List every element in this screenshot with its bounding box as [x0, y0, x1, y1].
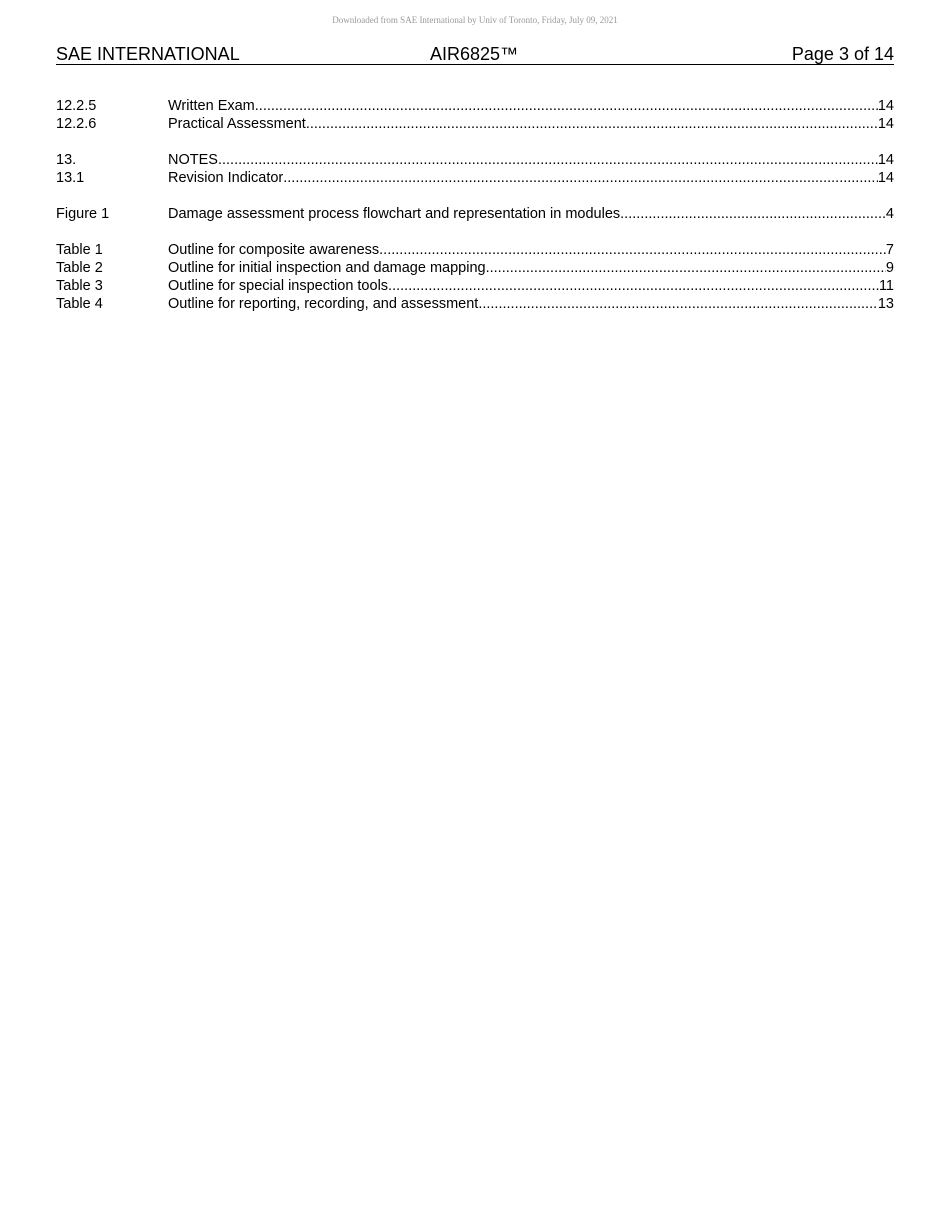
toc-entry-title: Outline for initial inspection and damage mapping: [168, 260, 486, 276]
toc-dot-leader: [306, 115, 878, 133]
page-header: [56, 44, 894, 65]
toc-entry-page: 14: [877, 98, 894, 114]
toc-dot-leader: [255, 97, 878, 115]
toc-figure-entry[interactable]: [56, 205, 894, 223]
toc-entry-title: Damage assessment process flowchart and representation in modules: [168, 206, 621, 222]
toc-entry-page: 7: [885, 242, 894, 258]
toc-entry-title: Outline for special inspection tools: [168, 278, 389, 294]
toc-entry-number: Table 4: [56, 296, 103, 312]
toc-entry[interactable]: [56, 151, 894, 169]
toc-entry[interactable]: [56, 115, 894, 133]
toc-entry-title: Outline for composite awareness: [168, 242, 380, 258]
toc-dot-leader: [283, 169, 878, 187]
toc-entry-number: 13.: [56, 152, 77, 168]
toc-entry[interactable]: [56, 169, 894, 187]
toc-dot-leader: [379, 241, 886, 259]
download-watermark: Downloaded from SAE International by Univ of Toronto, Friday, July 09, 2021: [332, 15, 618, 25]
toc-entry-title: Outline for reporting, recording, and assessment: [168, 296, 479, 312]
toc-entry-number: 13.1: [56, 170, 85, 186]
toc-entry-title: Practical Assessment: [168, 116, 306, 132]
toc-entry-number: 12.2.5: [56, 98, 97, 114]
header-page-label: Page 3 of 14: [791, 44, 894, 64]
toc-entry-title: Revision Indicator: [168, 170, 284, 186]
toc-entry[interactable]: [56, 97, 894, 115]
toc-dot-leader: [218, 151, 878, 169]
table-of-contents: [56, 97, 894, 313]
toc-table-entry[interactable]: [56, 295, 894, 313]
toc-entry-title: NOTES: [168, 152, 218, 168]
toc-entry-number: Table 3: [56, 278, 103, 294]
header-organization: SAE INTERNATIONAL: [56, 44, 240, 64]
header-document-id: AIR6825™: [430, 44, 519, 64]
toc-table-entry[interactable]: [56, 241, 894, 259]
toc-entry-page: 14: [877, 116, 894, 132]
toc-entry-page: 14: [877, 152, 894, 168]
toc-entry-page: 11: [878, 278, 894, 294]
toc-entry-page: 4: [885, 206, 894, 222]
toc-entry-number: Table 2: [56, 260, 103, 276]
toc-dot-leader: [486, 259, 886, 277]
toc-dot-leader: [388, 277, 879, 295]
toc-entry-number: Figure 1: [56, 206, 110, 222]
toc-dot-leader: [478, 295, 878, 313]
toc-dot-leader: [620, 205, 886, 223]
toc-table-entry[interactable]: [56, 277, 894, 295]
toc-entry-number: Table 1: [56, 242, 103, 258]
toc-entry-page: 13: [877, 296, 894, 312]
toc-entry-page: 14: [877, 170, 894, 186]
toc-entry-title: Written Exam: [168, 98, 255, 114]
toc-entry-page: 9: [885, 260, 894, 276]
toc-table-entry[interactable]: [56, 259, 894, 277]
toc-entry-number: 12.2.6: [56, 116, 97, 132]
